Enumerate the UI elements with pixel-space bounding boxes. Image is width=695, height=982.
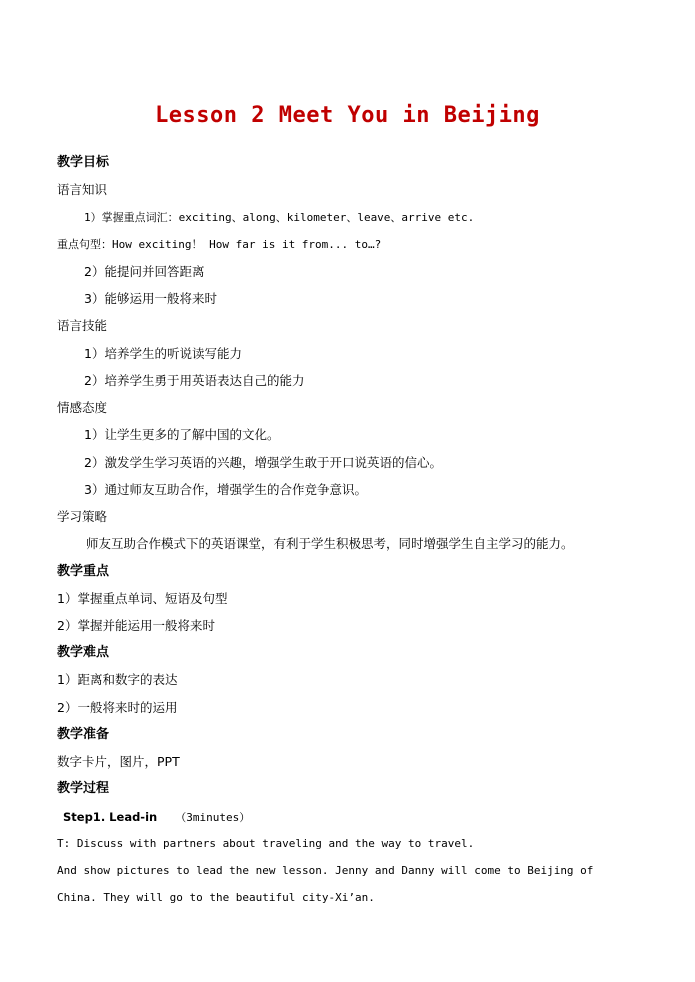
- key-point-1: 1）掌握重点单词、短语及句型: [57, 591, 228, 606]
- paragraph-line-1: And show pictures to lead the new lesson. Jenny and Danny will come to Beijing of: [57, 864, 594, 877]
- preparation-text: 数字卡片，图片，PPT: [57, 754, 180, 769]
- objective-item-3: 3）能够运用一般将来时: [84, 291, 217, 306]
- objective-item-2: 2）能提问并回答距离: [84, 264, 205, 279]
- lesson-title: Lesson 2 Meet You in Beijing: [155, 103, 540, 128]
- key-points-heading: 教学重点: [57, 564, 110, 579]
- strategy-text: 师友互助合作模式下的英语课堂，有利于学生积极思考，同时增强学生自主学习的能力。: [86, 536, 574, 551]
- attitude-item-3: 3）通过师友互助合作，增强学生的合作竞争意识。: [84, 482, 367, 497]
- step1-label: Step1. Lead-in: [63, 810, 158, 824]
- skills-item-2: 2）培养学生勇于用英语表达自己的能力: [84, 373, 305, 388]
- strategy-label: 学习策略: [57, 509, 108, 524]
- language-knowledge-label: 语言知识: [57, 182, 108, 197]
- objectives-heading: 教学目标: [57, 155, 110, 170]
- key-point-2: 2）掌握并能运用一般将来时: [57, 618, 215, 633]
- vocab-item: 1）掌握重点词汇：exciting、along、kilometer、leave、arrive etc.: [84, 211, 475, 224]
- language-skills-label: 语言技能: [57, 318, 108, 333]
- attitude-item-2: 2）激发学生学习英语的兴趣，增强学生敢于开口说英语的信心。: [84, 455, 442, 470]
- process-heading: 教学过程: [57, 781, 110, 796]
- sentence-patterns: 重点句型：How exciting！ How far is it from... to…?: [57, 238, 382, 251]
- skills-item-1: 1）培养学生的听说读写能力: [84, 346, 242, 361]
- preparation-heading: 教学准备: [57, 727, 110, 742]
- attitude-item-1: 1）让学生更多的了解中国的文化。: [84, 427, 280, 442]
- difficulty-1: 1）距离和数字的表达: [57, 672, 178, 687]
- teacher-line: T: Discuss with partners about traveling and the way to travel.: [57, 837, 475, 850]
- paragraph-line-2: China. They will go to the beautiful city-Xi’an.: [57, 891, 375, 904]
- attitude-label: 情感态度: [57, 400, 108, 415]
- step1-heading: [63, 809, 250, 826]
- difficulties-heading: 教学难点: [57, 645, 110, 660]
- step1-time: （3minutes）: [175, 811, 251, 824]
- difficulty-2: 2）一般将来时的运用: [57, 700, 178, 715]
